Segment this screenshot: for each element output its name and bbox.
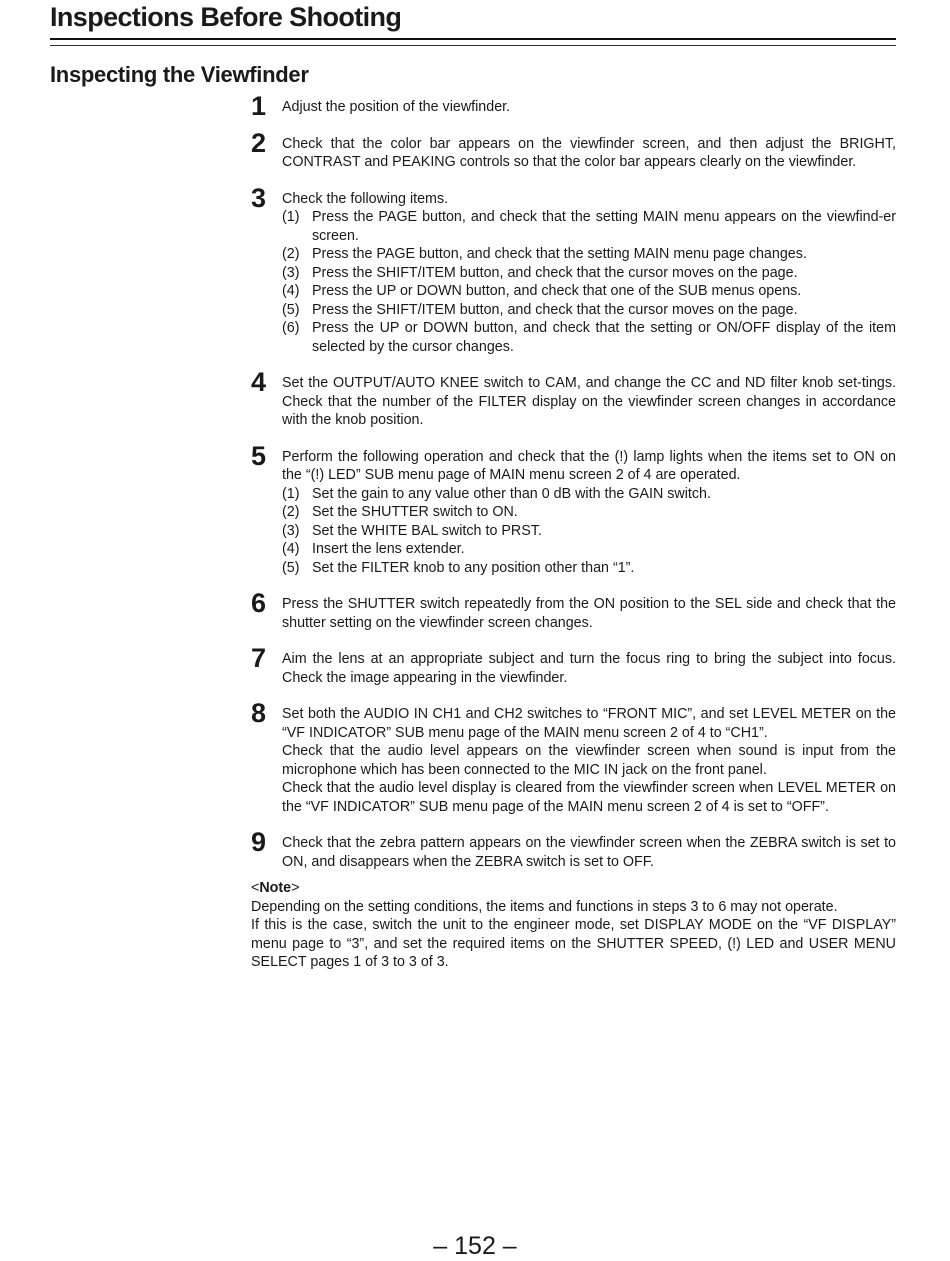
sub-item-text: Press the SHIFT/ITEM button, and check that the cursor moves on the page. bbox=[312, 264, 798, 281]
sub-item-number: (4) bbox=[282, 283, 300, 299]
sub-item-text: Press the UP or DOWN button, and check that the setting or ON/OFF display of the item selected by the cursor changes. bbox=[312, 320, 896, 355]
step-number: 8 bbox=[251, 698, 267, 728]
sub-item bbox=[282, 559, 896, 578]
sub-item-text: Press the SHIFT/ITEM button, and check that the cursor moves on the page. bbox=[312, 301, 798, 318]
step-number: 1 bbox=[251, 91, 267, 121]
sub-item-number: (1) bbox=[282, 209, 300, 225]
sub-item-text: Set the SHUTTER switch to ON. bbox=[312, 504, 518, 520]
note bbox=[251, 879, 896, 972]
sub-item-number: (3) bbox=[282, 522, 300, 539]
step-5 bbox=[251, 440, 896, 578]
steps-list bbox=[251, 91, 896, 871]
sub-item-text: Press the UP or DOWN button, and check that one of the SUB menus opens. bbox=[312, 283, 802, 299]
sub-item bbox=[282, 540, 896, 559]
sub-item-number: (2) bbox=[282, 504, 300, 520]
sub-item-number: (5) bbox=[282, 301, 300, 318]
step-paragraph: Check that the audio level appears on the viewfinder screen when sound is input from the microphone which has been connected to the MIC IN jack on the front panel. bbox=[282, 743, 896, 778]
step-text: Check that the color bar appears on the viewfinder screen, and then adjust the BRIGHT, CONTRAST and PEAKING controls so that the color bar appears clearly on the viewfinder. bbox=[282, 135, 896, 170]
step-1 bbox=[251, 91, 896, 121]
sub-item bbox=[282, 264, 896, 283]
step-8 bbox=[251, 698, 896, 816]
sub-item-text: Set the WHITE BAL switch to PRST. bbox=[312, 522, 542, 539]
page-title: Inspections Before Shooting bbox=[50, 2, 402, 32]
step-4 bbox=[251, 367, 896, 430]
step-number: 3 bbox=[251, 182, 267, 213]
step-7 bbox=[251, 643, 896, 687]
note-bracket-open: < bbox=[251, 880, 260, 896]
step-6 bbox=[251, 588, 896, 632]
sub-item bbox=[282, 503, 896, 522]
step-number: 9 bbox=[251, 827, 267, 857]
step-text: Check the following items. bbox=[282, 190, 449, 207]
sub-item bbox=[282, 282, 896, 301]
sub-item-number: (3) bbox=[282, 264, 300, 281]
step-text: Check that the zebra pattern appears on the viewfinder screen when the ZEBRA switch is set to ON, and disappears when the ZEBRA switch is set to OFF. bbox=[282, 835, 896, 870]
step-text: Adjust the position of the viewfinder. bbox=[282, 99, 511, 115]
section-title: Inspecting the Viewfinder bbox=[50, 62, 309, 87]
header-rule-thick bbox=[50, 38, 896, 40]
step-text: Set the OUTPUT/AUTO KNEE switch to CAM, and change the CC and ND filter knob set-tings. Check that the number of the FILTER display on the viewfinder screen changes in accordance with the knob position. bbox=[282, 375, 896, 428]
steps-content bbox=[251, 91, 896, 972]
step-number: 2 bbox=[251, 127, 267, 158]
step-text: Press the SHUTTER switch repeatedly from the ON position to the SEL side and check that the shutter setting on the viewfinder screen changes. bbox=[282, 596, 896, 631]
note-paragraph: If this is the case, switch the unit to the engineer mode, set DISPLAY MODE on the “VF DISPLAY” menu page to “3”, and set the required items on the SHUTTER SPEED, (!) LED and USER MENU SELECT pages 1 of 3 to 3 of 3. bbox=[251, 917, 896, 970]
sub-item-number: (4) bbox=[282, 541, 300, 557]
step-paragraph: Check that the audio level display is cleared from the viewfinder screen when LEVEL METER on the “VF INDICATOR” SUB menu page of the MAIN menu screen 2 of 4 is set to “OFF”. bbox=[282, 780, 896, 815]
sub-item bbox=[282, 301, 896, 320]
sub-item-text: Press the PAGE button, and check that the setting MAIN menu page changes. bbox=[312, 246, 807, 262]
page-number: – 152 – bbox=[433, 1232, 517, 1260]
sub-item-text: Insert the lens extender. bbox=[312, 541, 465, 557]
sub-item-number: (2) bbox=[282, 246, 300, 262]
step-text: Perform the following operation and check that the (!) lamp lights when the items set to ON on the “(!) LED” SUB menu page of MAIN menu screen 2 of 4 are operated. bbox=[282, 448, 896, 483]
sub-item-number: (5) bbox=[282, 559, 300, 576]
step-number: 4 bbox=[251, 367, 267, 397]
step-text: Set both the AUDIO IN CH1 and CH2 switches to “FRONT MIC”, and set LEVEL METER on the “VF INDICATOR” SUB menu page of the MAIN menu screen 2 of 4 to “CH1”. bbox=[282, 706, 896, 741]
step-9 bbox=[251, 827, 896, 871]
step-number: 5 bbox=[251, 440, 267, 471]
step-2 bbox=[251, 127, 896, 172]
sub-item-number: (1) bbox=[282, 485, 300, 502]
step-3 bbox=[251, 182, 896, 357]
sub-item bbox=[282, 485, 896, 504]
header-rule-thin bbox=[50, 45, 896, 46]
note-bracket-close: > bbox=[291, 880, 300, 896]
sub-item-text: Press the PAGE button, and check that the setting MAIN menu appears on the viewfind-er screen. bbox=[312, 209, 896, 244]
sub-item bbox=[282, 522, 896, 541]
step-text: Aim the lens at an appropriate subject and turn the focus ring to bring the subject into focus. Check the image appearing in the viewfinder. bbox=[282, 651, 896, 686]
note-label bbox=[251, 879, 896, 898]
sub-item-number: (6) bbox=[282, 320, 300, 336]
step-number: 7 bbox=[251, 643, 267, 673]
step-number: 6 bbox=[251, 588, 267, 618]
sub-item-text: Set the FILTER knob to any position other than “1”. bbox=[312, 559, 635, 576]
sub-item bbox=[282, 245, 896, 264]
note-label-text: Note bbox=[259, 880, 292, 896]
sub-item bbox=[282, 208, 896, 245]
note-paragraph: Depending on the setting conditions, the items and functions in steps 3 to 6 may not operate. bbox=[251, 898, 838, 915]
sub-item bbox=[282, 319, 896, 356]
sub-item-text: Set the gain to any value other than 0 dB with the GAIN switch. bbox=[312, 485, 711, 502]
